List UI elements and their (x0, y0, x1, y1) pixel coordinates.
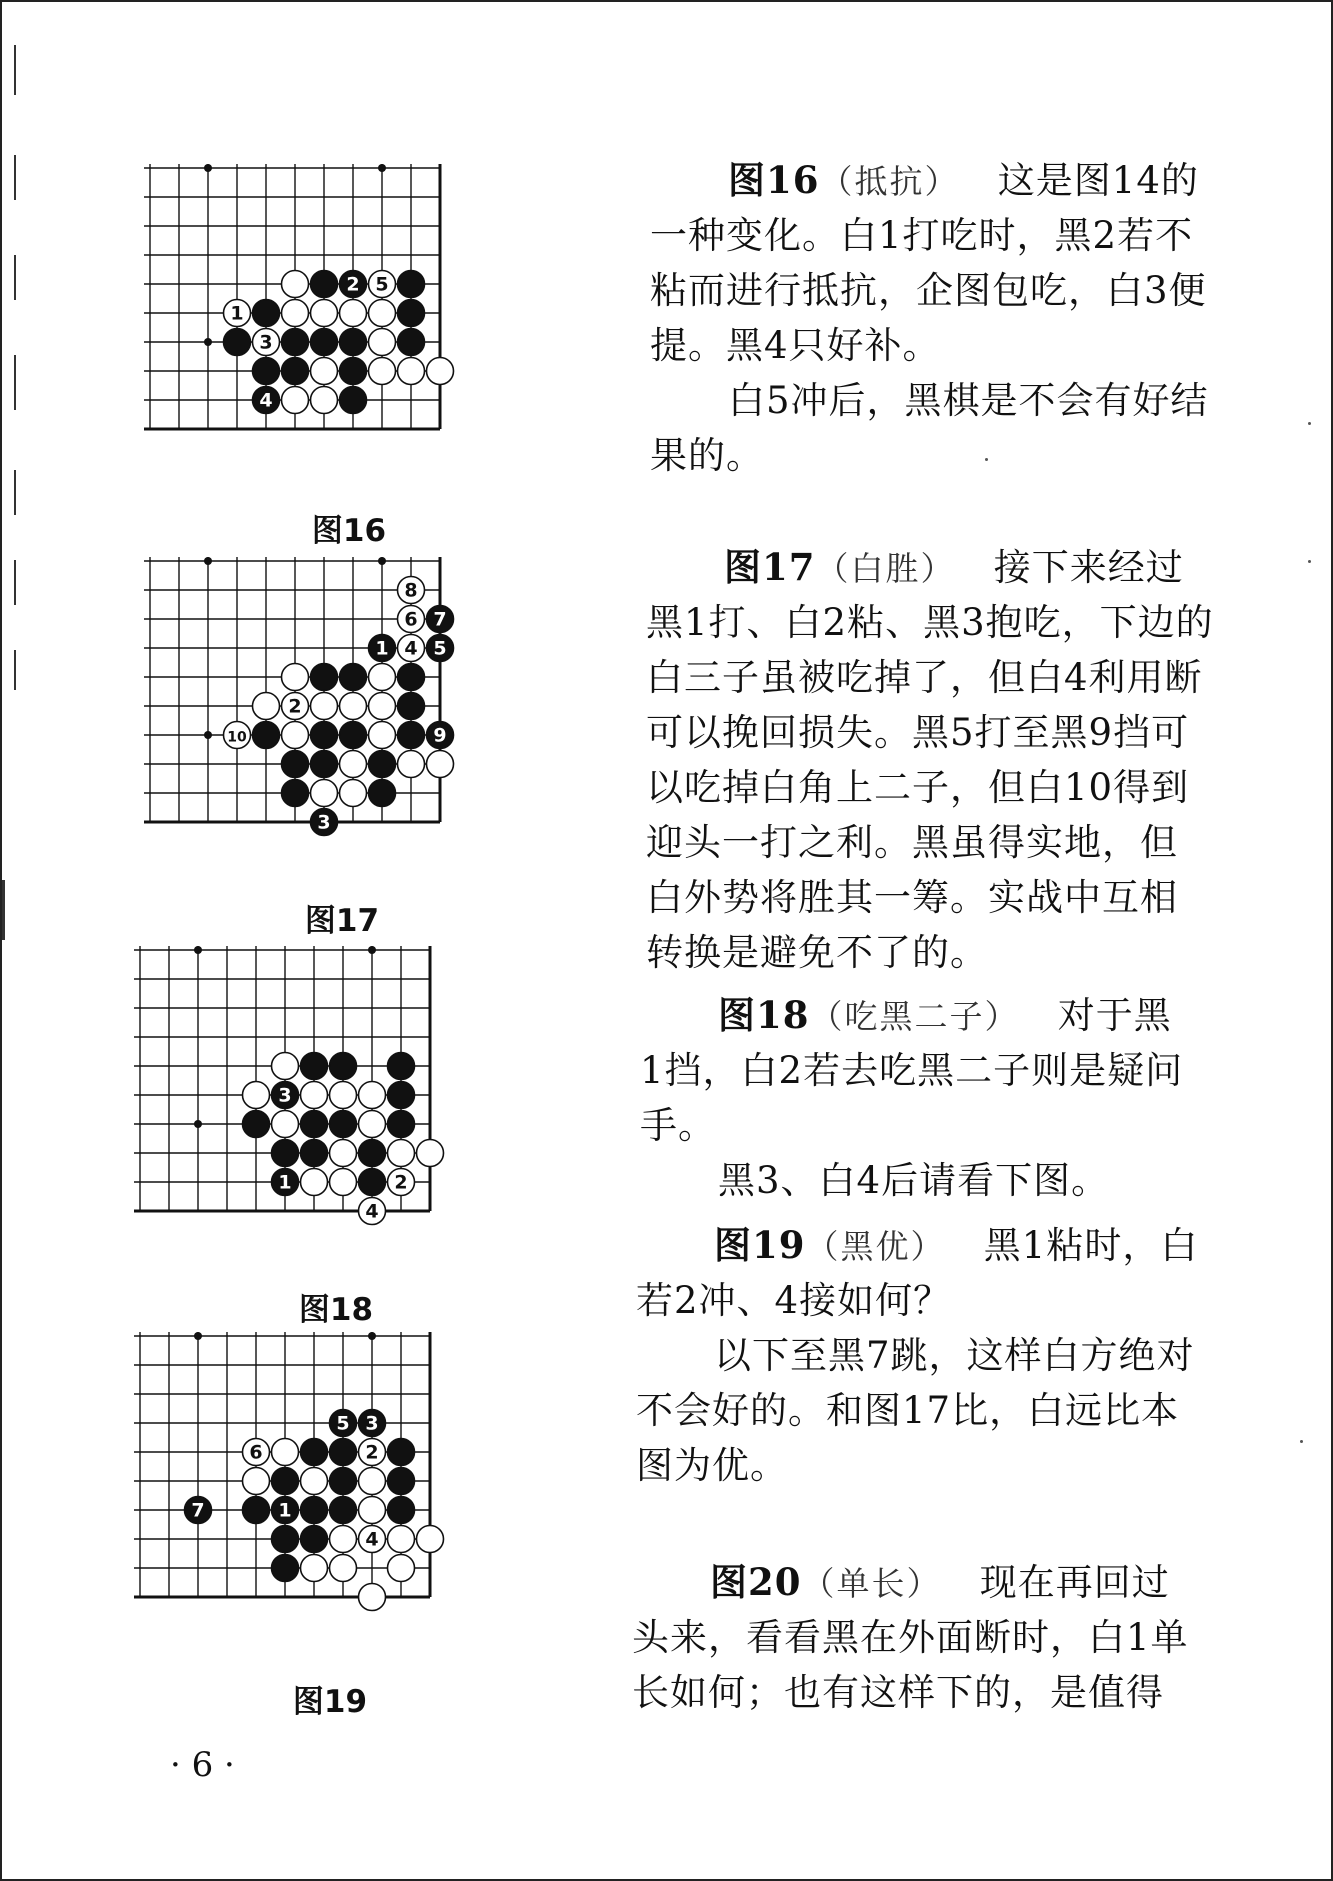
text-line: 1挡，白2若去吃黑二子则是疑问 (640, 1049, 1184, 1092)
black-stone (330, 1053, 357, 1080)
para-heading-18: 图18（吃黑二子） 对于黑 (718, 993, 1172, 1037)
black-stone (301, 1439, 328, 1466)
star-point (204, 557, 212, 565)
margin-tick (14, 155, 16, 200)
move-number: 5 (336, 1412, 350, 1435)
move-number: 1 (278, 1171, 292, 1194)
star-point (368, 946, 376, 954)
black-stone (369, 780, 396, 807)
white-stone (359, 1584, 386, 1611)
star-point (378, 164, 386, 172)
white-stone (253, 693, 280, 720)
white-stone (427, 358, 454, 385)
white-stone (359, 1468, 386, 1495)
white-stone (301, 1082, 328, 1109)
margin-tick (2, 880, 5, 940)
text-line: 手。 (640, 1104, 716, 1147)
figure-caption-17: 图17 (304, 903, 380, 939)
move-number: 4 (365, 1528, 379, 1551)
white-stone (340, 780, 367, 807)
text-line: 若2冲、4接如何？ (636, 1279, 952, 1322)
figure-caption-16: 图16 (311, 513, 387, 549)
text-line: 长如何；也有这样下的，是值得 (632, 1671, 1164, 1714)
page-number: · 6 · (170, 1745, 235, 1785)
white-stone (398, 751, 425, 778)
black-stone (398, 329, 425, 356)
black-stone (243, 1111, 270, 1138)
black-stone (243, 1497, 270, 1524)
figure-caption-19: 图19 (292, 1684, 368, 1720)
white-stone (243, 1468, 270, 1495)
star-point (194, 1120, 202, 1128)
white-stone (243, 1082, 270, 1109)
star-point (194, 946, 202, 954)
white-stone (330, 1082, 357, 1109)
para-heading-17: 图17（白胜） 接下来经过 (724, 545, 1184, 589)
text-line: 可以挽回损失。黑5打至黑9挡可 (646, 711, 1190, 754)
white-stone (311, 693, 338, 720)
black-stone (330, 1111, 357, 1138)
text-line: 以下至黑7跳，这样白方绝对 (714, 1334, 1195, 1377)
white-stone (272, 1439, 299, 1466)
black-stone (282, 329, 309, 356)
white-stone (388, 1526, 415, 1553)
white-stone (330, 1140, 357, 1167)
black-stone (311, 329, 338, 356)
move-number: 6 (249, 1441, 263, 1464)
star-point (204, 731, 212, 739)
margin-tick (14, 470, 16, 515)
white-stone (282, 722, 309, 749)
move-number: 2 (365, 1441, 379, 1464)
white-stone (311, 387, 338, 414)
black-stone (272, 1526, 299, 1553)
white-stone (272, 1111, 299, 1138)
move-number: 7 (433, 608, 447, 631)
text-line: 黑1打、白2粘、黑3抱吃，下边的 (646, 601, 1214, 644)
go-diagram-19 (130, 1328, 530, 1658)
go-diagram-18 (130, 942, 530, 1287)
text-line: 粘而进行抵抗，企图包吃，白3便 (650, 269, 1207, 312)
text-line: 头来，看看黑在外面断时，白1单 (632, 1616, 1189, 1659)
black-stone (388, 1053, 415, 1080)
text-line: 白5冲后，黑棋是不会有好结 (728, 379, 1209, 422)
text-fig17 (646, 540, 1214, 980)
star-point (194, 1332, 202, 1340)
white-stone (340, 751, 367, 778)
black-stone (311, 722, 338, 749)
text-line: 提。黑4只好补。 (650, 324, 941, 367)
black-stone (398, 693, 425, 720)
move-number: 2 (394, 1171, 408, 1194)
scan-speck (1308, 422, 1311, 425)
text-line: 不会好的。和图17比，白远比本 (636, 1389, 1180, 1432)
move-number: 3 (365, 1412, 379, 1435)
black-stone (340, 358, 367, 385)
black-stone (359, 1140, 386, 1167)
black-stone (301, 1526, 328, 1553)
white-stone (282, 300, 309, 327)
text-line: 转换是避免不了的。 (646, 931, 988, 974)
star-point (378, 557, 386, 565)
black-stone (388, 1468, 415, 1495)
black-stone (301, 1053, 328, 1080)
move-number: 3 (259, 331, 273, 354)
margin-tick (14, 355, 16, 410)
white-stone (340, 300, 367, 327)
white-stone (330, 1555, 357, 1582)
black-stone (253, 722, 280, 749)
text-line: 黑3、白4后请看下图。 (718, 1159, 1110, 1202)
margin-tick (14, 560, 16, 605)
margin-tick (14, 650, 16, 690)
black-stone (398, 664, 425, 691)
move-number: 10 (227, 729, 247, 746)
white-stone (388, 1140, 415, 1167)
move-number: 3 (278, 1084, 292, 1107)
move-number: 1 (230, 302, 244, 325)
black-stone (330, 1468, 357, 1495)
text-line: 白三子虽被吃掉了，但白4利用断 (646, 656, 1203, 699)
black-stone (301, 1140, 328, 1167)
white-stone (301, 1468, 328, 1495)
black-stone (311, 271, 338, 298)
black-stone (398, 271, 425, 298)
black-stone (224, 329, 251, 356)
black-stone (282, 358, 309, 385)
white-stone (282, 271, 309, 298)
move-number: 8 (404, 579, 418, 602)
white-stone (388, 1555, 415, 1582)
white-stone (311, 780, 338, 807)
text-line: 图为优。 (636, 1444, 788, 1487)
white-stone (272, 1053, 299, 1080)
black-stone (388, 1082, 415, 1109)
margin-tick (14, 45, 16, 95)
black-stone (282, 751, 309, 778)
white-stone (369, 693, 396, 720)
black-stone (340, 387, 367, 414)
white-stone (417, 1526, 444, 1553)
star-point (368, 1332, 376, 1340)
text-fig19 (636, 1218, 1198, 1493)
move-number: 4 (259, 389, 273, 412)
text-line: 迎头一打之利。黑虽得实地，但 (646, 821, 1178, 864)
white-stone (417, 1140, 444, 1167)
black-stone (388, 1497, 415, 1524)
white-stone (359, 1497, 386, 1524)
move-number: 5 (375, 273, 389, 296)
para-heading-16: 图16（抵抗） 这是图14的 (728, 158, 1199, 202)
text-line: 果的。 (650, 434, 764, 477)
black-stone (301, 1111, 328, 1138)
black-stone (272, 1468, 299, 1495)
move-number: 4 (404, 637, 418, 660)
black-stone (311, 664, 338, 691)
black-stone (301, 1497, 328, 1524)
black-stone (272, 1140, 299, 1167)
white-stone (282, 664, 309, 691)
move-number: 1 (375, 637, 389, 660)
white-stone (359, 1111, 386, 1138)
white-stone (369, 722, 396, 749)
white-stone (311, 300, 338, 327)
black-stone (340, 329, 367, 356)
black-stone (272, 1555, 299, 1582)
white-stone (282, 387, 309, 414)
text-fig20 (632, 1555, 1189, 1720)
margin-tick (14, 255, 16, 300)
black-stone (388, 1111, 415, 1138)
white-stone (340, 693, 367, 720)
move-number: 3 (317, 811, 331, 834)
black-stone (253, 358, 280, 385)
move-number: 7 (191, 1499, 205, 1522)
white-stone (369, 300, 396, 327)
black-stone (330, 1497, 357, 1524)
move-number: 2 (288, 695, 302, 718)
black-stone (330, 1439, 357, 1466)
white-stone (369, 664, 396, 691)
text-fig16 (650, 153, 1209, 483)
star-point (204, 338, 212, 346)
black-stone (340, 722, 367, 749)
black-stone (253, 300, 280, 327)
white-stone (369, 358, 396, 385)
white-stone (398, 358, 425, 385)
white-stone (359, 1082, 386, 1109)
black-stone (369, 751, 396, 778)
para-heading-20: 图20（单长） 现在再回过 (710, 1560, 1170, 1604)
star-point (204, 164, 212, 172)
black-stone (282, 780, 309, 807)
white-stone (330, 1526, 357, 1553)
move-number: 2 (346, 273, 360, 296)
black-stone (398, 300, 425, 327)
white-stone (301, 1555, 328, 1582)
text-line: 白外势将胜其一筹。实战中互相 (646, 876, 1178, 919)
white-stone (301, 1169, 328, 1196)
text-line: 以吃掉白角上二子，但白10得到 (646, 766, 1190, 809)
go-diagram-16 (140, 160, 540, 490)
black-stone (388, 1439, 415, 1466)
move-number: 9 (433, 724, 447, 747)
text-line: 一种变化。白1打吃时，黑2若不 (650, 214, 1194, 257)
move-number: 4 (365, 1200, 379, 1223)
figure-caption-18: 图18 (298, 1292, 374, 1328)
white-stone (330, 1169, 357, 1196)
white-stone (311, 358, 338, 385)
black-stone (398, 722, 425, 749)
scan-speck (1308, 560, 1311, 563)
white-stone (427, 751, 454, 778)
white-stone (369, 329, 396, 356)
move-number: 5 (433, 637, 447, 660)
text-fig18 (640, 988, 1183, 1208)
go-diagram-17 (140, 553, 540, 893)
black-stone (359, 1169, 386, 1196)
black-stone (340, 664, 367, 691)
scan-speck (1300, 1440, 1303, 1443)
black-stone (311, 751, 338, 778)
para-heading-19: 图19（黑优） 黑1粘时，白 (714, 1223, 1199, 1267)
move-number: 1 (278, 1499, 292, 1522)
move-number: 6 (404, 608, 418, 631)
